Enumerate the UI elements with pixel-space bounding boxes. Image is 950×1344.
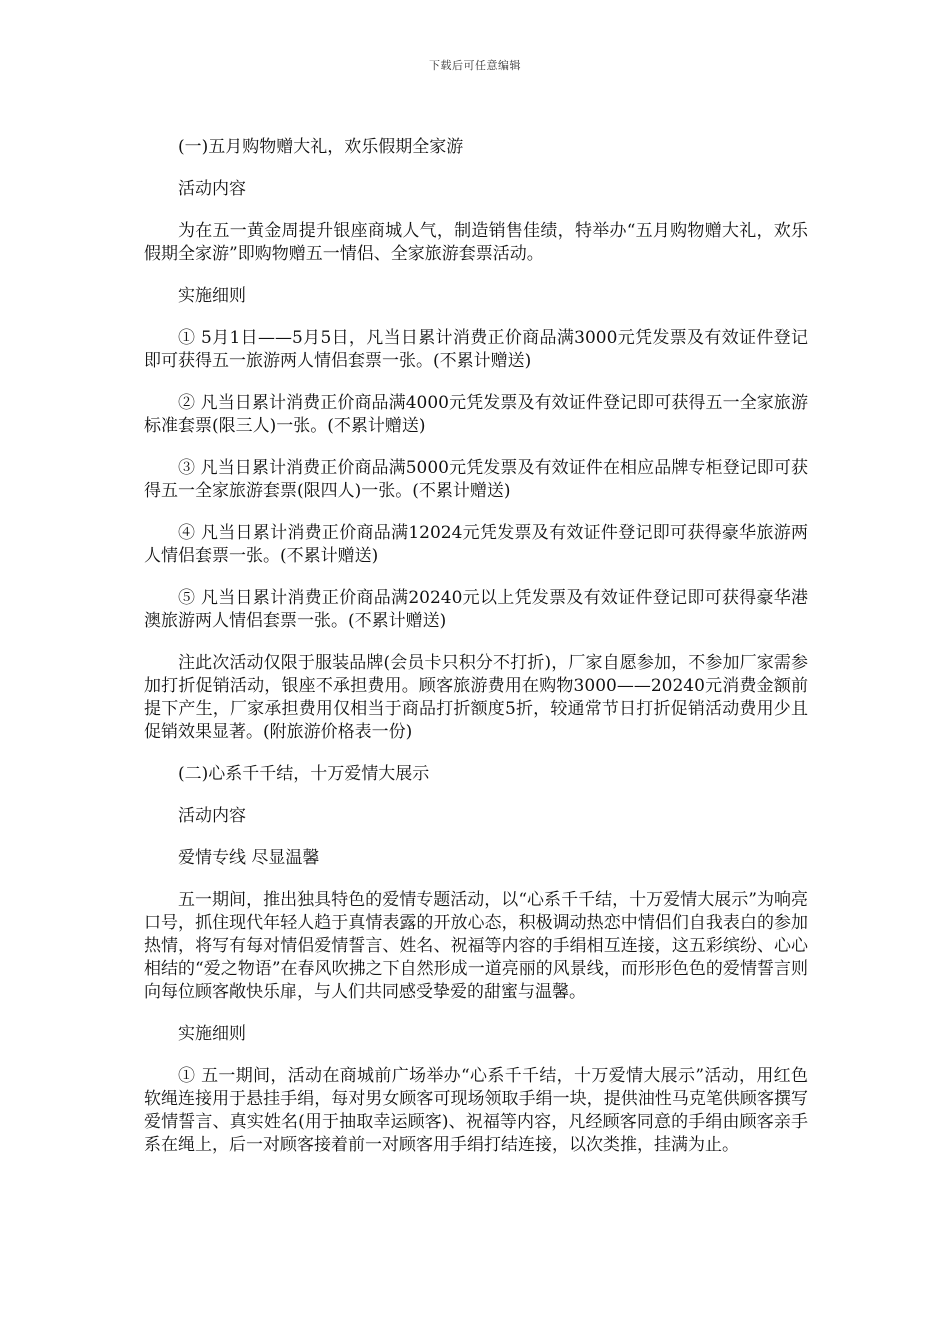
subheading-implementation-2: 实施细则 xyxy=(178,1024,246,1044)
subheading-activity-content-1: 活动内容 xyxy=(178,179,246,199)
section-heading-1: (一)五月购物赠大礼，欢乐假期全家游 xyxy=(178,137,464,157)
subheading-implementation-1: 实施细则 xyxy=(178,286,246,306)
list-item-5: ⑤ 凡当日累计消费正价商品满20240元以上凭发票及有效证件登记即可获得豪华港澳旅游两人情侣套票一张。(不累计赠送) xyxy=(144,588,808,631)
document-body xyxy=(144,136,808,1176)
list-item-2: ② 凡当日累计消费正价商品满4000元凭发票及有效证件登记即可获得五一全家旅游标准套票(限三人)一张。(不累计赠送) xyxy=(144,393,808,436)
list-item-love-1: ① 五一期间，活动在商城前广场举办“心系千千结，十万爱情大展示”活动，用红色软绳连接用于悬挂手绢，每对男女顾客可现场领取手绢一块，提供油性马克笔供顾客撰写爱情誓言、真实姓名(用于抽取幸运顾客)、祝福等内容，凡经顾客同意的手绢由顾客亲手系在绳上，后一对顾客接着前一对顾客用手绢打结连接，以次类推，挂满为止。 xyxy=(144,1066,808,1155)
list-item-4: ④ 凡当日累计消费正价商品满12024元凭发票及有效证件登记即可获得豪华旅游两人情侣套票一张。(不累计赠送) xyxy=(144,523,808,566)
paragraph-love-activity: 五一期间，推出独具特色的爱情专题活动，以“心系千千结，十万爱情大展示”为响亮口号，抓住现代年轻人趋于真情表露的开放心态，积极调动热恋中情侣们自我表白的参加热情，将写有每对情侣爱情誓言、姓名、祝福等内容的手绢相互连接，这五彩缤纷、心心相结的“爱之物语”在春风吹拂之下自然形成一道亮丽的风景线，而形形色色的爱情誓言则向每位顾客敞快乐扉，与人们共同感受挚爱的甜蜜与温馨。 xyxy=(144,890,808,1002)
subheading-activity-content-2: 活动内容 xyxy=(178,806,246,826)
paragraph-intro: 为在五一黄金周提升银座商城人气，制造销售佳绩，特举办“五月购物赠大礼，欢乐假期全家游”即购物赠五一情侣、全家旅游套票活动。 xyxy=(144,221,808,264)
list-item-3: ③ 凡当日累计消费正价商品满5000元凭发票及有效证件在相应品牌专柜登记即可获得五一全家旅游套票(限四人)一张。(不累计赠送) xyxy=(144,458,808,501)
paragraph-note: 注此次活动仅限于服装品牌(会员卡只积分不打折)，厂家自愿参加，不参加厂家需参加打折促销活动，银座不承担费用。顾客旅游费用在购物3000——20240元消费金额前提下产生，厂家承担费用仅相当于商品打折额度5折，较通常节日打折促销活动费用少且促销效果显著。(附旅游价格表一份) xyxy=(144,653,808,742)
list-item-1: ① 5月1日——5月5日，凡当日累计消费正价商品满3000元凭发票及有效证件登记即可获得五一旅游两人情侣套票一张。(不累计赠送) xyxy=(144,328,808,371)
section-heading-2: (二)心系千千结，十万爱情大展示 xyxy=(178,764,430,784)
header-note: 下载后可任意编辑 xyxy=(429,59,521,72)
subheading-love-line: 爱情专线 尽显温馨 xyxy=(178,848,320,868)
